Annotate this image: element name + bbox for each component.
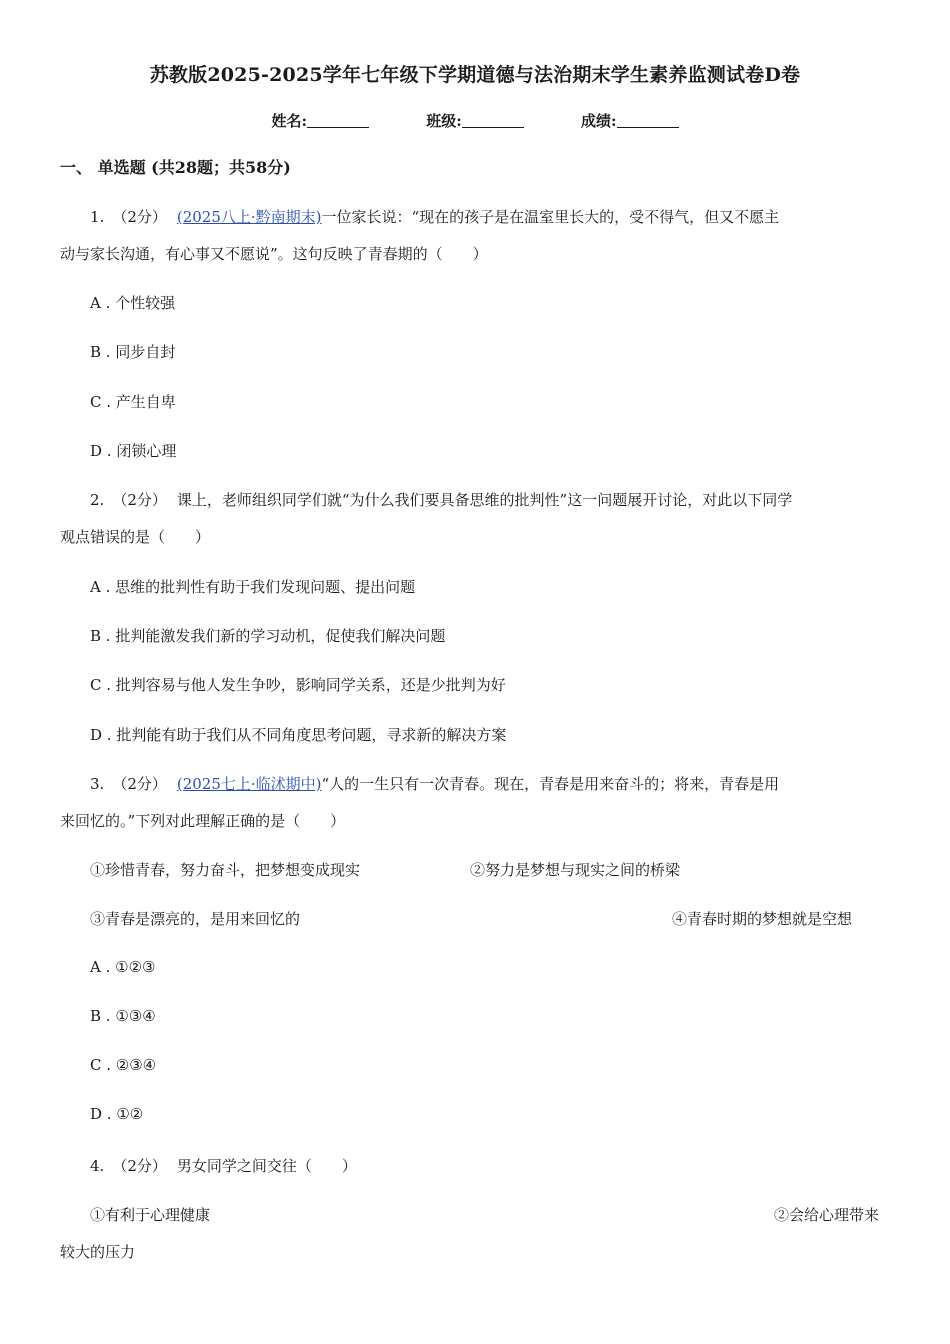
statement-2: ②努力是梦想与现实之间的桥梁 bbox=[470, 861, 681, 879]
option-c[interactable]: C . 批判容易与他人发生争吵，影响同学关系，还是少批判为好 bbox=[90, 676, 506, 694]
statement-1: ①珍惜青春，努力奋斗，把梦想变成现实 bbox=[90, 861, 361, 879]
question-number: 1. bbox=[90, 208, 105, 226]
question-score: （2分） bbox=[112, 208, 167, 226]
student-info-line bbox=[0, 110, 950, 131]
option-c[interactable]: C . ②③④ bbox=[90, 1056, 157, 1074]
score-label: 成绩: bbox=[581, 112, 617, 130]
score-blank[interactable] bbox=[617, 113, 679, 128]
question-text-continued: 来回忆的。”下列对此理解正确的是（ ） bbox=[60, 812, 346, 830]
question-number: 2. bbox=[90, 491, 105, 509]
question-text: 课上，老师组织同学们就“为什么我们要具备思维的批判性”这一问题展开讨论，对此以下同学 bbox=[176, 491, 793, 509]
question-score: （2分） bbox=[112, 775, 167, 793]
name-blank[interactable] bbox=[307, 113, 369, 128]
question-text-continued: 观点错误的是（ ） bbox=[60, 528, 211, 546]
statement-3: ③青春是漂亮的，是用来回忆的 bbox=[90, 910, 301, 928]
class-blank[interactable] bbox=[462, 113, 524, 128]
exam-title: 苏教版2025-2025学年七年级下学期道德与法治期末学生素养监测试卷D卷 bbox=[149, 64, 801, 86]
statement-2: ②会给心理带来 bbox=[774, 1206, 880, 1224]
class-label: 班级: bbox=[426, 112, 462, 130]
option-d[interactable]: D . 批判能有助于我们从不同角度思考问题，寻求新的解决方案 bbox=[90, 726, 507, 744]
question-number: 3. bbox=[90, 775, 105, 793]
name-label: 姓名: bbox=[271, 112, 307, 130]
option-d[interactable]: D . 闭锁心理 bbox=[90, 442, 177, 460]
score-field bbox=[581, 110, 679, 131]
statement-1: ①有利于心理健康 bbox=[90, 1206, 211, 1224]
option-b[interactable]: B . ①③④ bbox=[90, 1007, 156, 1025]
question-text: “人的一生只有一次青春。现在，青春是用来奋斗的；将来，青春是用 bbox=[321, 775, 780, 793]
statement-4: ④青春时期的梦想就是空想 bbox=[672, 910, 853, 928]
option-d[interactable]: D . ①② bbox=[90, 1105, 144, 1123]
question-number: 4. bbox=[90, 1157, 105, 1175]
question-source-link[interactable]: (2025七上·临沭期中) bbox=[176, 775, 322, 793]
question-4 bbox=[90, 1155, 357, 1176]
section-heading: 一、 单选题 (共28题；共58分) bbox=[60, 158, 291, 177]
question-text-continued: 动与家长沟通，有心事又不愿说”。这句反映了青春期的（ ） bbox=[60, 245, 488, 263]
option-b[interactable]: B . 批判能激发我们新的学习动机，促使我们解决问题 bbox=[90, 627, 446, 645]
question-text: 男女同学之间交往（ ） bbox=[176, 1157, 357, 1175]
question-2 bbox=[90, 489, 792, 510]
question-score: （2分） bbox=[112, 1157, 167, 1175]
option-a[interactable]: A . 个性较强 bbox=[90, 294, 176, 312]
question-1 bbox=[90, 206, 779, 227]
option-b[interactable]: B . 同步自封 bbox=[90, 343, 176, 361]
option-a[interactable]: A . 思维的批判性有助于我们发现问题、提出问题 bbox=[90, 578, 416, 596]
question-3 bbox=[90, 773, 779, 794]
class-field bbox=[426, 110, 524, 131]
question-score: （2分） bbox=[112, 491, 167, 509]
question-source-link[interactable]: (2025八上·黔南期末) bbox=[176, 208, 322, 226]
question-text: 一位家长说：“现在的孩子是在温室里长大的，受不得气，但又不愿主 bbox=[321, 208, 780, 226]
option-a[interactable]: A . ①②③ bbox=[90, 958, 156, 976]
option-c[interactable]: C . 产生自卑 bbox=[90, 393, 176, 411]
name-field bbox=[271, 110, 369, 131]
statement-2-continued: 较大的压力 bbox=[60, 1243, 136, 1261]
